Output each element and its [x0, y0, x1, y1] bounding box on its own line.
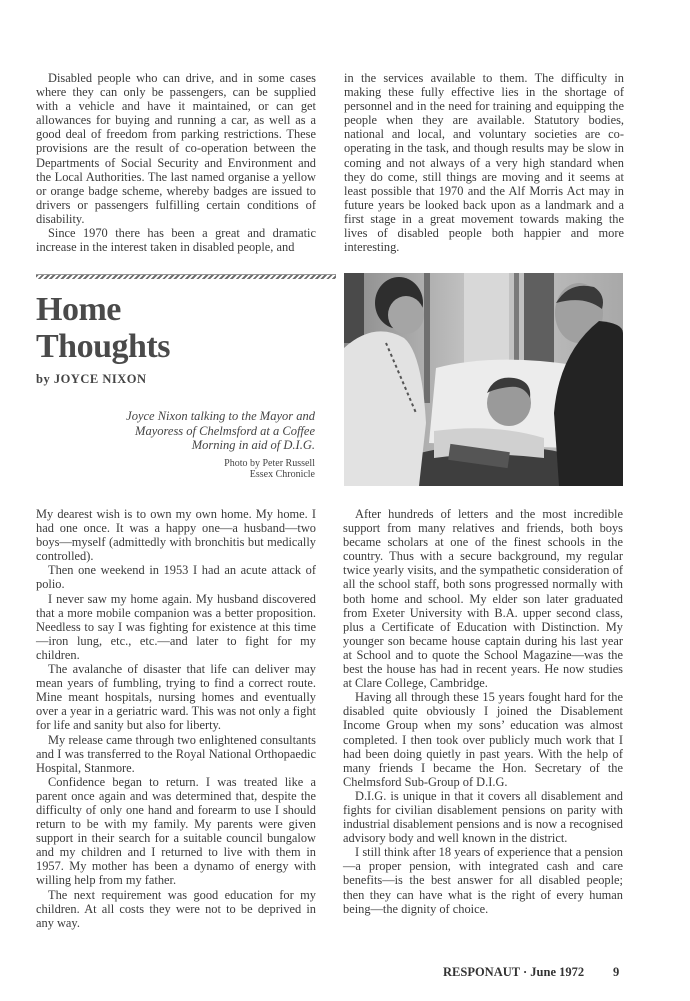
paragraph: I still think after 18 years of experience that a pension—a proper pension, with integrated cash and care benefits—is the best answer for all disabled people; then they can have what is the right of every human being—the dignity of choice. [343, 845, 623, 916]
paragraph: After hundreds of letters and the most incredible support from many relatives and friends, both boys became scholars at one of the finest schools in the country. Thus with a secure background, my regular twice yearly visits, and the sympathetic consideration of all the school staff, both sons progressed normally with both home and school. My elder son later graduated from Exeter University with B.A. upper second class, plus a Certificate of Education with Distinction. My younger son became house captain during his last year at School and to quote the School Magazine—was the best the house has had in recent years. He now studies at Clare College, Cambridge. [343, 507, 623, 691]
credit-line: Photo by Peter Russell [224, 458, 315, 469]
paragraph: I never saw my home again. My husband discovered that a more mobile companion was a better proposition. Needless to say I was fighting for existence at this time—iron lung, etc., etc.—and later to fight for my children. [36, 591, 316, 662]
paragraph: Then one weekend in 1953 I had an acute attack of polio. [36, 563, 316, 592]
photo-caption: Joyce Nixon talking to the Mayor and Mayoress of Chelmsford at a Coffee Morning in aid of D.I.G. [126, 409, 315, 453]
paragraph: The avalanche of disaster that life can deliver may mean years of fumbling, trying to find a correct route. Mine meant hospitals, nursing homes and eventually over a year in a geriatric ward. This was not only a fight for life and sanity but also for liberty. [36, 662, 316, 733]
photo-credit [155, 459, 315, 480]
title-line: Thoughts [36, 328, 170, 365]
paragraph: Confidence began to return. I was treated like a parent once again and was determined that, despite the difficulty of only one hand and forearm to use I should return to be with my family. My parents were given support in their search for a suitable council bungalow and my children and I returned to live with them in 1957. My mother has been a dynamo of energy with willing help from my father. [36, 774, 316, 888]
title-line: Home [36, 291, 121, 328]
previous-article-left-column [36, 71, 316, 254]
article-title [36, 291, 170, 365]
paragraph: Having all through these 15 years fought hard for the disabled quite obviously I joined the Disablement Income Group when my sons’ education was almost completed. I then took over publicly much work that I had been doing quietly in past years. With the help of many friends I became the Hon. Secretary of the Chelmsford Sub-Group of D.I.G. [343, 690, 623, 789]
window-frame [424, 273, 430, 403]
publication-footer: RESPONAUT · June 1972 [443, 965, 585, 979]
window-frame [514, 273, 519, 373]
paragraph: D.I.G. is unique in that it covers all disablement and fights for civilian disablement pensions on parity with industrial disablement pensions and is now a recognised advisory body and well known in the district. [343, 788, 623, 846]
dark-wall [344, 273, 364, 343]
paragraph: Since 1970 there has been a great and dramatic increase in the interest taken in disabled people, and [36, 226, 316, 255]
byline: by JOYCE NIXON [36, 372, 147, 386]
article-right-column [343, 507, 623, 916]
curtain [464, 273, 509, 373]
previous-article-right-column [344, 71, 624, 254]
window-panel [524, 273, 554, 363]
photo-illustration [344, 273, 623, 486]
paragraph: Disabled people who can drive, and in some cases where they can only be passengers, can be supplied with a vehicle and have it maintained, or can get allowances for buying and running a car, as well as a good deal of freedom from parking restrictions. These provisions are the result of co-operation between the Departments of Social Security and Environment and the Local Authorities. The last named organise a yellow or orange badge scheme, whereby badges are issued to drivers or passengers fulfilling certain conditions of disability. [36, 71, 316, 226]
page-number: 9 [613, 965, 620, 979]
paragraph: The next requirement was good education for my children. At all costs they were not to be deprived in any way. [36, 887, 316, 930]
article-left-column [36, 507, 316, 930]
credit-line: Essex Chronicle [249, 468, 315, 480]
paragraph: My dearest wish is to own my own home. My home. I had one once. It was a happy one—a husband—two boys—myself (admittedly with bronchitis but medically controlled). [36, 507, 316, 564]
paragraph: in the services available to them. The difficulty in making these fully effective lies in the shortage of personnel and in the need for training and equipping the people when they are available. Statutory bodies, national and local, and voluntary societies are co-operating in the task, and though results may be slow in coming and not always of a very high standard when they do come, still things are moving and it seems at least possible that 1970 and the Alf Morris Act may in future years be looked back upon as a landmark and a first stage in a great movement towards making the lives of disabled people both happier and more interesting. [344, 71, 624, 255]
mayoress-dress [344, 331, 426, 486]
mayoress-face [388, 296, 424, 334]
article-photo [344, 273, 623, 486]
decorative-divider [36, 274, 336, 279]
paragraph: My release came through two enlightened consultants and I was transferred to the Royal National Orthopaedic Hospital, Stanmore. [36, 732, 316, 775]
